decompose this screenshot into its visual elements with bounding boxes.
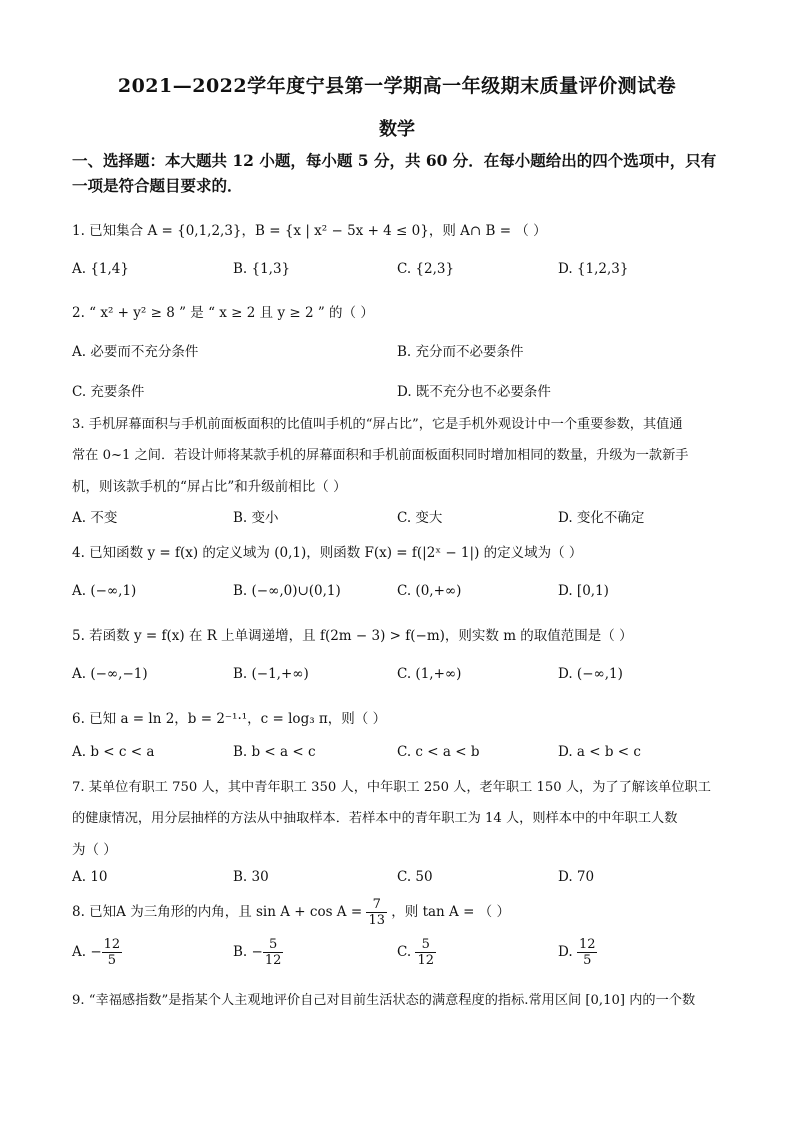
fraction-denominator: 12: [264, 953, 282, 968]
fraction-numerator: 7: [366, 897, 387, 913]
option-label: A.: [72, 944, 87, 960]
question-2-option-d: D. 既不充分也不必要条件: [397, 384, 551, 400]
fraction-denominator: 12: [417, 953, 434, 968]
question-6-option-d: D. a < b < c: [558, 744, 641, 760]
question-8-option-a: [72, 937, 122, 968]
option-label: C.: [397, 944, 412, 960]
question-6-stem: 6. 已知 a = ln 2，b = 2⁻¹·¹，c = log₃ π，则（ ）: [72, 711, 387, 727]
section-heading-line2: 一项是符合题目要求的．: [72, 176, 243, 195]
question-6-option-a: A. b < c < a: [72, 744, 155, 760]
question-5-option-b: B. (−1,+∞): [233, 666, 309, 682]
question-7-option-d: D. 70: [558, 869, 595, 885]
fraction-denominator: 5: [583, 953, 592, 968]
question-2-option-a: A. 必要而不充分条件: [72, 344, 199, 360]
option-fraction: [263, 937, 284, 968]
question-7-option-c: C. 50: [397, 869, 433, 885]
question-2-stem: 2. “ x² + y² ≥ 8 ” 是 “ x ≥ 2 且 y ≥ 2 ” 的（ ）: [72, 305, 374, 321]
question-1-option-a: A. {1,4}: [72, 261, 129, 277]
fraction-numerator: 5: [415, 937, 436, 953]
question-4-option-d: D. [0,1): [558, 583, 609, 599]
question-7-option-b: B. 30: [233, 869, 269, 885]
question-3-option-c: C. 变大: [397, 510, 443, 526]
fraction-numerator: 12: [103, 937, 121, 952]
question-7-line3: 为（ ）: [72, 842, 117, 858]
question-4-option-b: B. (−∞,0)∪(0,1): [233, 583, 341, 599]
question-9-line1: 9. “幸福感指数”是指某个人主观地评价自己对目前生活状态的满意程度的指标.常用区间 [0,10] 内的一个数: [72, 993, 696, 1008]
fraction-numerator: 5: [263, 937, 284, 953]
fraction-denominator: 5: [107, 953, 117, 968]
question-7-line1: 7. 某单位有职工 750 人，其中青年职工 350 人，中年职工 250 人，老年职工 150 人，为了了解该单位职工: [72, 780, 711, 795]
question-4-option-c: C. (0,+∞): [397, 583, 462, 599]
option-label: B.: [233, 944, 248, 960]
question-2-option-b: B. 充分而不必要条件: [397, 344, 524, 360]
question-4-stem: 4. 已知函数 y = f(x) 的定义域为 (0,1)，则函数 F(x) = f(|2ˣ − 1|) 的定义域为（ ）: [72, 545, 583, 561]
exam-title: 2021—2022学年度宁县第一学期高一年级期末质量评价测试卷: [117, 75, 677, 97]
question-3-option-b: B. 变小: [233, 510, 279, 526]
question-5-option-d: D. (−∞,1): [558, 666, 623, 682]
question-8-fraction: [366, 897, 387, 928]
question-5-option-c: C. (1,+∞): [397, 666, 462, 682]
question-6-option-c: C. c < a < b: [397, 744, 480, 760]
option-sign: −: [90, 944, 102, 960]
option-fraction: [102, 937, 123, 968]
question-1-option-d: D. {1,2,3}: [558, 261, 629, 277]
option-sign: −: [251, 944, 263, 960]
question-3-line2: 常在 0~1 之间．若设计师将某款手机的屏幕面积和手机前面板面积同时增加相同的数量，升级为一款新手: [72, 448, 689, 463]
question-8-option-d: [558, 937, 597, 968]
question-2-option-c: C. 充要条件: [72, 384, 145, 400]
question-1-option-c: C. {2,3}: [397, 261, 455, 277]
section-heading-line1: 一、选择题：本大题共 12 小题，每小题 5 分，共 60 分．在每小题给出的四个选项中，只有: [72, 151, 717, 170]
question-8-stem: [72, 897, 724, 928]
question-3-option-a: A. 不变: [72, 510, 118, 526]
question-7-line2: 的健康情况，用分层抽样的方法从中抽取样本．若样本中的青年职工为 14 人，则样本中的中年职工人数: [72, 811, 678, 826]
option-fraction: [415, 937, 436, 968]
question-8-stem-tail: ，则 tan A = （ ）: [391, 904, 510, 920]
fraction-numerator: 12: [578, 937, 596, 952]
option-fraction: [577, 937, 598, 968]
question-3-line3: 机，则该款手机的“屏占比”和升级前相比（ ）: [72, 479, 347, 495]
question-8-stem-text: 8. 已知A 为三角形的内角，且 sin A + cos A =: [72, 904, 363, 920]
fraction-denominator: 13: [368, 913, 385, 928]
question-3-line1: 3. 手机屏幕面积与手机前面板面积的比值叫手机的“屏占比”，它是手机外观设计中一个重要参数，其值通: [72, 417, 683, 432]
question-3-option-d: D. 变化不确定: [558, 510, 645, 526]
option-label: D.: [558, 944, 573, 960]
question-5-stem: 5. 若函数 y = f(x) 在 R 上单调递增，且 f(2m − 3) > f(−m)，则实数 m 的取值范围是（ ）: [72, 628, 633, 644]
subject-title: 数学: [379, 119, 415, 140]
question-8-option-b: [233, 937, 283, 968]
question-6-option-b: B. b < a < c: [233, 744, 316, 760]
question-4-option-a: A. (−∞,1): [72, 583, 137, 599]
question-1-stem: 1. 已知集合 A = {0,1,2,3}，B = {x | x² − 5x + 4 ≤ 0}，则 A∩ B = （ ）: [72, 223, 547, 239]
question-8-option-c: [397, 937, 436, 968]
question-5-option-a: A. (−∞,−1): [72, 666, 148, 682]
question-1-option-b: B. {1,3}: [233, 261, 291, 277]
question-7-option-a: A. 10: [72, 869, 108, 885]
section-heading: [72, 148, 732, 198]
